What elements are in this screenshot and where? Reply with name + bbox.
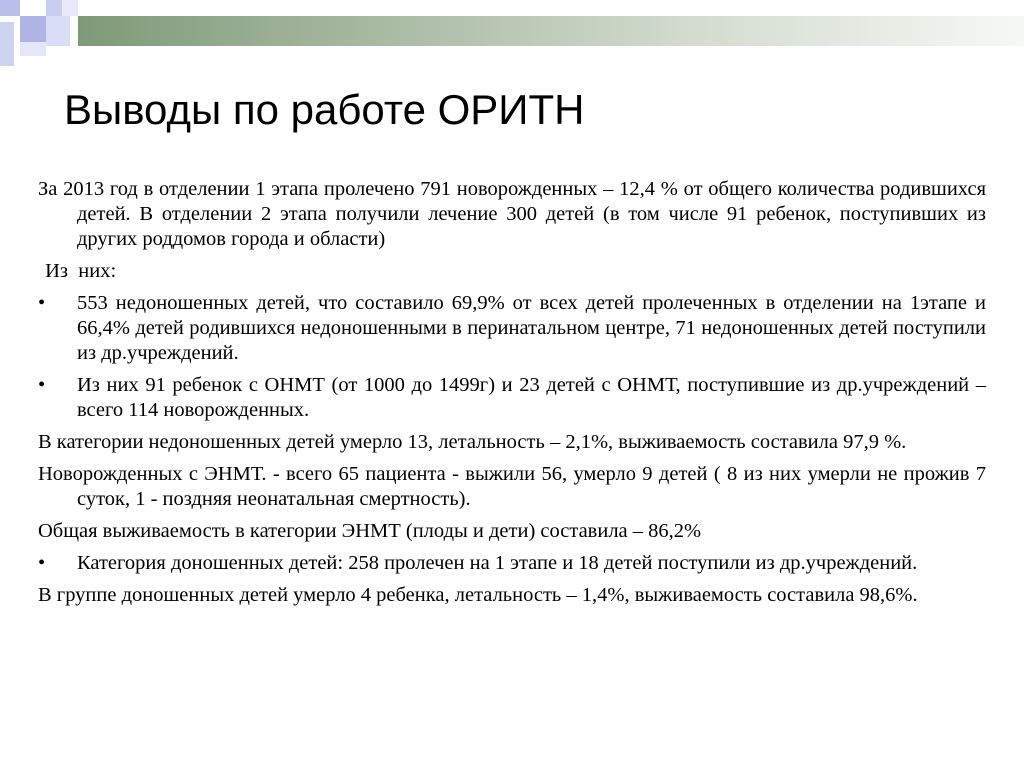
decor-square [46, 16, 70, 46]
decor-square [0, 0, 20, 16]
paragraph [40, 259, 986, 284]
bullet-marker: • [38, 374, 46, 396]
decor-square [20, 16, 46, 42]
bullet-marker: • [38, 292, 46, 314]
decor-square [46, 0, 62, 16]
decor-top-band [78, 16, 1024, 46]
bullet-text: Из них 91 ребенок с ОНМТ (от 1000 до 1499г) и 23 детей с ОНМТ, поступившие из др.учреждений – всего 114 новорожденных. [77, 374, 986, 421]
decor-square [0, 22, 14, 66]
bullet-text: 553 недоношенных детей, что составило 69,9% от всех детей пролеченных в отделении на 1этапе и 66,4% детей родившихся недоношенными в перинатальном центре, 71 недоношенных детей поступили из др.учреждений. [77, 292, 986, 364]
slide-title: Выводы по работе ОРИТН [64, 86, 585, 133]
paragraph [38, 583, 986, 608]
paragraph-text: За 2013 год в отделении 1 этапа пролечено 791 новорожденных – 12,4 % от общего количества родившихся детей. В отделении 2 этапа получили лечение 300 детей (в том числе 91 ребенок, поступивших из других роддомов города и области) [38, 178, 986, 250]
paragraph-text: Из них: [40, 260, 117, 282]
paragraph [38, 462, 986, 512]
paragraph-text: В группе доношенных детей умерло 4 ребенка, летальность – 1,4%, выживаемость составила 98,6%. [38, 584, 918, 606]
paragraph [38, 430, 986, 455]
paragraph [38, 177, 986, 252]
bullet-item [38, 551, 986, 576]
paragraph-text: Новорожденных с ЭНМТ. - всего 65 пациента - выжили 56, умерло 9 детей ( 8 из них умерли не прожив 7 суток, 1 - поздняя неонатальная смертность). [38, 463, 986, 510]
bullet-marker: • [38, 552, 46, 574]
decor-square [20, 42, 46, 56]
bullet-item [38, 373, 986, 423]
slide-body [38, 177, 986, 615]
paragraph [38, 519, 986, 544]
decor-square [62, 0, 78, 16]
paragraph-text: Общая выживаемость в категории ЭНМТ (плоды и дети) составила – 86,2% [38, 520, 702, 542]
bullet-text: Категория доношенных детей: 258 пролечен на 1 этапе и 18 детей поступили из др.учреждений. [77, 552, 918, 574]
paragraph-text: В категории недоношенных детей умерло 13, летальность – 2,1%, выживаемость составила 97,9 %. [38, 431, 907, 453]
bullet-item [38, 291, 986, 366]
